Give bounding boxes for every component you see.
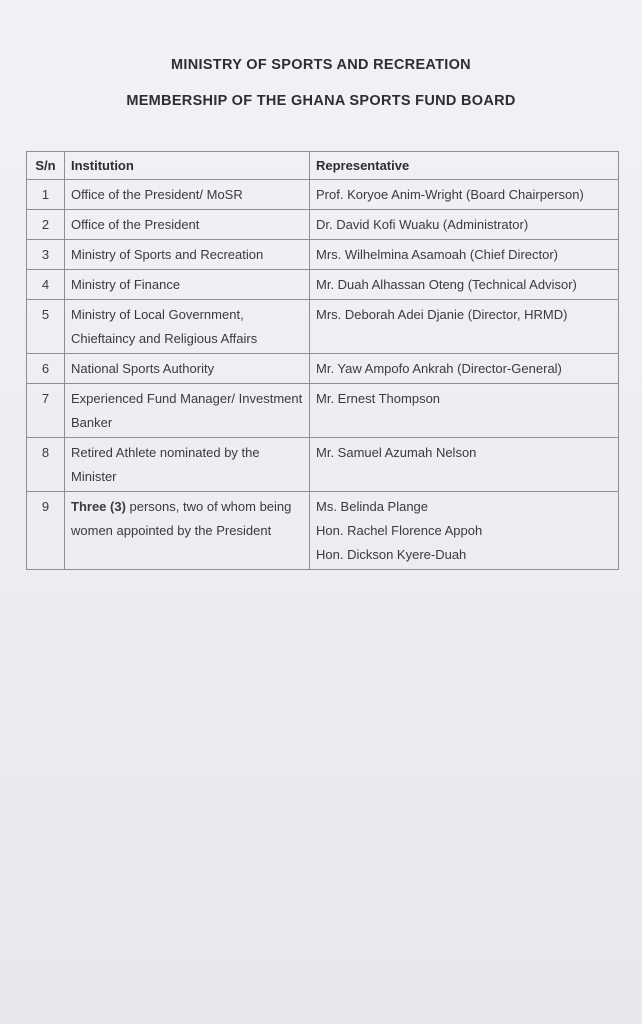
row-institution: Ministry of Local Government, Chieftaincy and Religious Affairs <box>65 300 310 354</box>
institution-text: persons, two of whom being women appointed by the President <box>71 499 292 538</box>
header-representative: Representative <box>310 152 619 180</box>
table-row <box>27 210 619 240</box>
table-header-row <box>27 152 619 180</box>
row-institution: Office of the President <box>65 210 310 240</box>
row-representative: Mr. Samuel Azumah Nelson <box>310 438 619 492</box>
row-institution <box>65 492 310 570</box>
document-subtitle: MEMBERSHIP OF THE GHANA SPORTS FUND BOARD <box>126 93 516 109</box>
row-sn: 4 <box>27 270 65 300</box>
table-row <box>27 438 619 492</box>
table-row <box>27 354 619 384</box>
row-representative: Prof. Koryoe Anim-Wright (Board Chairperson) <box>310 180 619 210</box>
row-sn: 8 <box>27 438 65 492</box>
row-sn: 1 <box>27 180 65 210</box>
row-institution: National Sports Authority <box>65 354 310 384</box>
row-representative: Mrs. Deborah Adei Djanie (Director, HRMD) <box>310 300 619 354</box>
header-institution: Institution <box>65 152 310 180</box>
table-row <box>27 492 619 570</box>
table-row <box>27 270 619 300</box>
row-representative: Dr. David Kofi Wuaku (Administrator) <box>310 210 619 240</box>
row-institution: Ministry of Sports and Recreation <box>65 240 310 270</box>
representative-name: Hon. Rachel Florence Appoh <box>316 523 483 538</box>
row-representative: Mrs. Wilhelmina Asamoah (Chief Director) <box>310 240 619 270</box>
row-sn: 6 <box>27 354 65 384</box>
row-sn: 9 <box>27 492 65 570</box>
representative-name: Ms. Belinda Plange <box>316 499 429 514</box>
row-institution: Ministry of Finance <box>65 270 310 300</box>
representative-name: Hon. Dickson Kyere-Duah <box>316 547 467 562</box>
row-institution: Office of the President/ MoSR <box>65 180 310 210</box>
table-row <box>27 384 619 438</box>
row-representative: Mr. Ernest Thompson <box>310 384 619 438</box>
header-sn: S/n <box>27 152 65 180</box>
row-representative: Mr. Duah Alhassan Oteng (Technical Advisor) <box>310 270 619 300</box>
board-membership-table <box>26 151 619 570</box>
row-representative: Mr. Yaw Ampofo Ankrah (Director-General) <box>310 354 619 384</box>
row-institution: Experienced Fund Manager/ Investment Banker <box>65 384 310 438</box>
table-row <box>27 240 619 270</box>
row-representative <box>310 492 619 570</box>
row-sn: 3 <box>27 240 65 270</box>
row-sn: 7 <box>27 384 65 438</box>
row-sn: 2 <box>27 210 65 240</box>
table-row <box>27 180 619 210</box>
table-row <box>27 300 619 354</box>
row-sn: 5 <box>27 300 65 354</box>
document-title: MINISTRY OF SPORTS AND RECREATION <box>171 57 471 73</box>
institution-bold-prefix: Three (3) <box>71 499 126 514</box>
row-institution: Retired Athlete nominated by the Minister <box>65 438 310 492</box>
